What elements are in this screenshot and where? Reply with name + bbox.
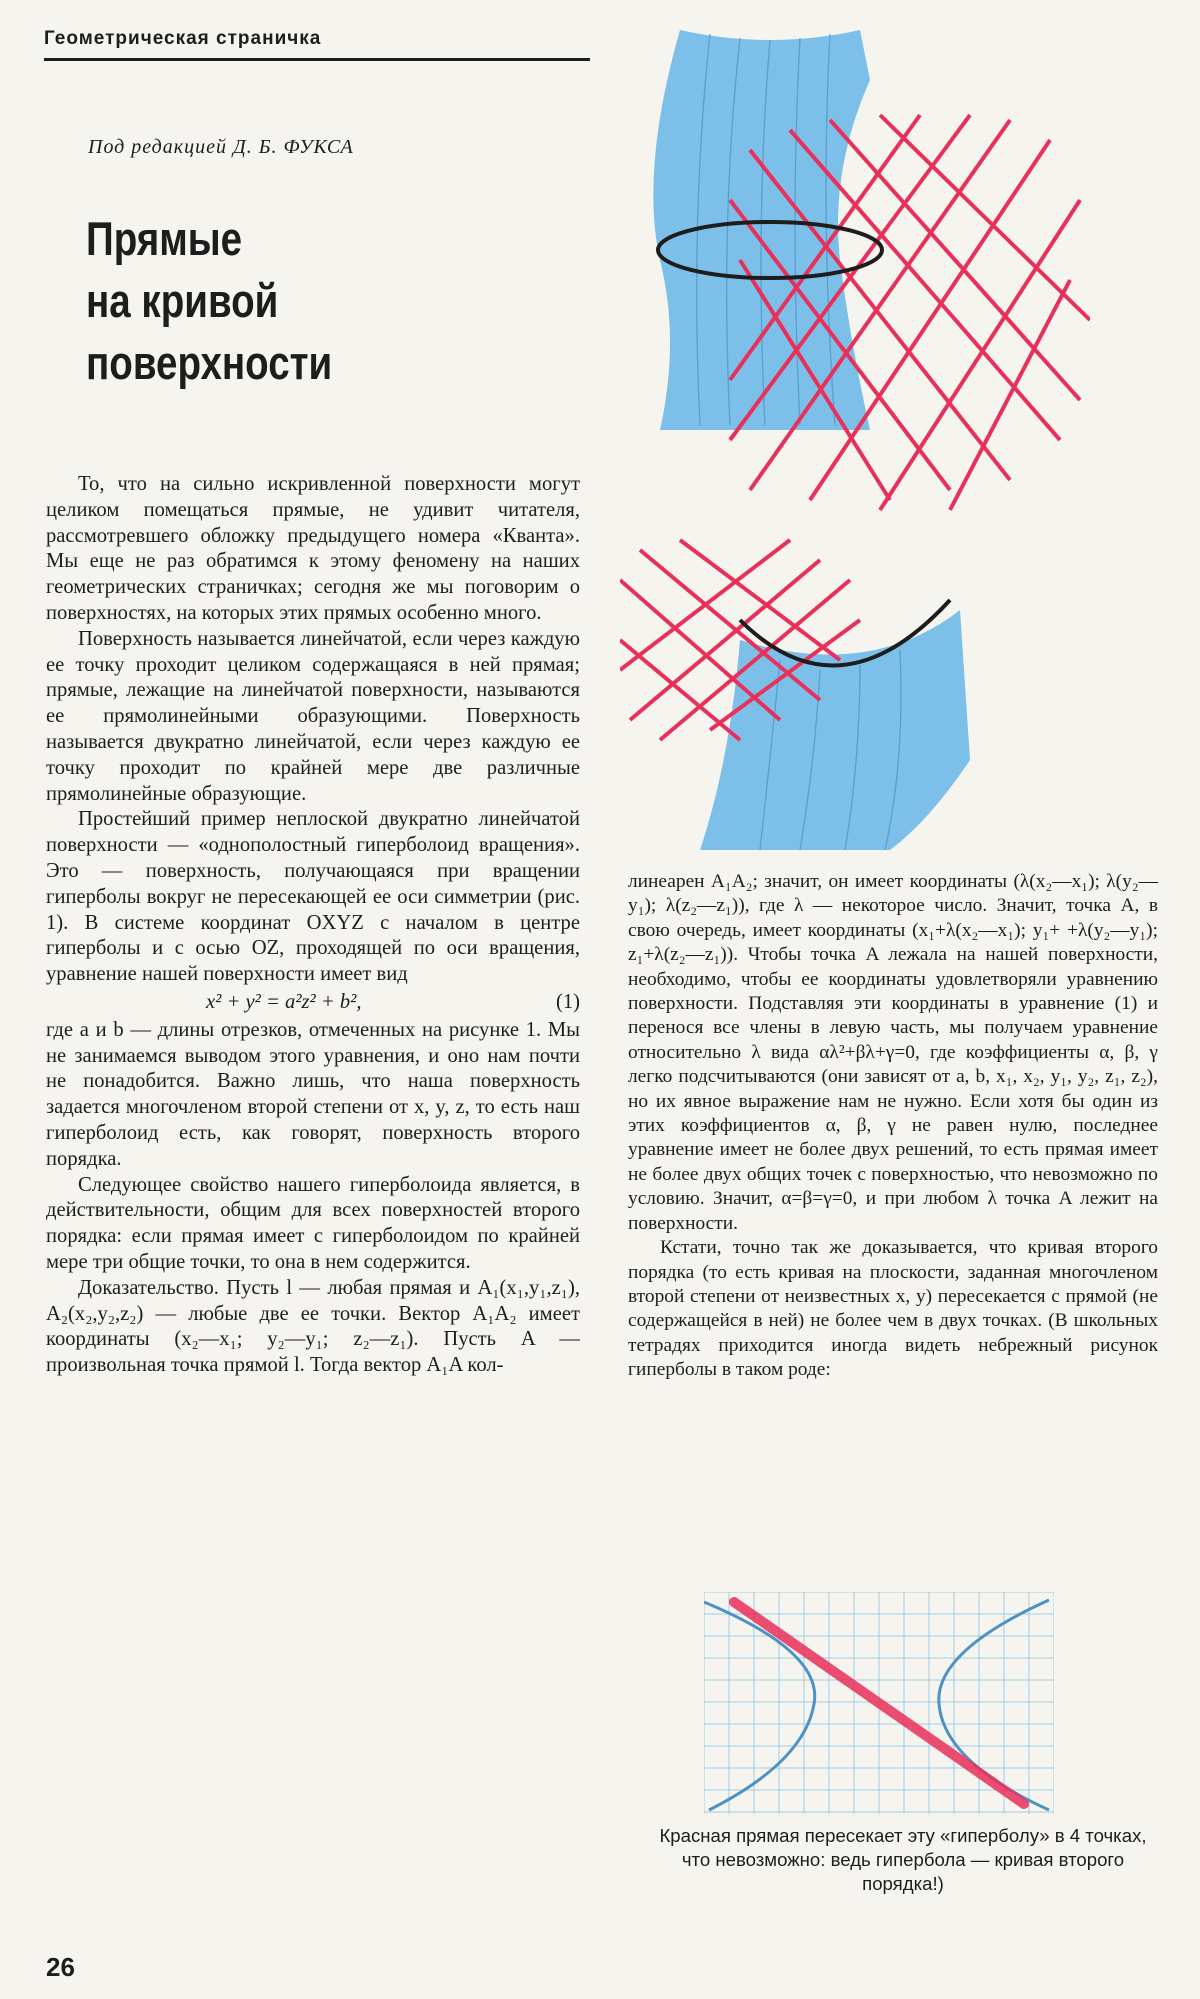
section-header: Геометрическая страничка [44,28,590,61]
paragraph-example: Простейший пример неплоской двукратно линейчатой поверхности — «однополостный гиперболоид вращения». Это — поверхность, получающаяся при вращении гиперболы вокруг не пересекающей ее оси симметрии (рис. 1). В системе координат OXYZ с началом в центре гиперболы и с осью OZ, проходящей по оси вращения, уравнение нашей поверхности имеет вид [46,808,580,986]
title-line-2: на кривой [86,274,279,327]
paragraph-definition: Поверхность называется линейчатой, если через каждую ее точку проходит целиком содержащаяся в ней прямая; прямые, лежащие на линейчатой поверхности, называются ее прямолинейными образующими. Поверхность называется двукратно линейчатой, если через каждую ее точку проходит по крайней мере две различные прямолинейные образующие. [46,627,580,805]
paragraph-proof: Доказательство. Пусть l — любая прямая и A₁(x₁,y₁,z₁), A₂(x₂,y₂,z₂) — любые две ее точки. Вектор A₁A₂ имеет координаты (x₂—x₁; y₂—y₁; z₂—z₁). Пусть A — произвольная точка прямой l. Тогда вектор A₁A кол- [46,1276,580,1377]
paragraph-explanation: где a и b — длины отрезков, отмеченных на рисунке 1. Мы не занимаемся выводом этого уравнения, и оно нам почти не понадобится. Важно лишь, что наша поверхность задается многочленом второй степени от x, y, z, то есть наш гиперболоид есть, как говорят, поверхность второго порядка. [46,1018,580,1170]
hyperbola-grid-figure [704,1592,1054,1814]
equation-number: (1) [555,990,580,1013]
right-column [628,870,1158,1383]
paragraph-continuation: линеарен A₁A₂; значит, он имеет координаты (λ(x₂—x₁); λ(y₂—y₁); λ(z₂—z₁)), где λ — некоторое число. Значит, точка A, в свою очередь, имеет координаты (x₁+λ(x₂—x₁); y₁+ +λ(y₂—y₁); z₁+λ(z₂—z₁)). Чтобы точка A лежала на нашей поверхности, необходимо, чтобы ее координаты удовлетворяли уравнению поверхности. Подставляя эти координаты в уравнение (1) и перенося все члены в левую часть, мы получаем уравнение относительно λ вида αλ²+βλ+γ=0, где коэффициенты α, β, γ легко подсчитываются (они зависят от a, b, x₁, x₂, y₁, y₂, z₁, z₂), но их явное выражение нам не нужно. Если хотя бы один из этих коэффициентов α, β, γ не равен нулю, последнее уравнение имеет не более двух решений, то есть прямая имеет не более двух общих точек с поверхностью, что невозможно по условию. Значит, α=β=γ=0, и при любом λ точка A лежит на поверхности. [628,871,1158,1234]
title-line-3: поверхности [86,336,333,389]
left-column [46,472,580,1379]
figure-caption: Красная прямая пересекает эту «гиперболу» в 4 точках, что невозможно: ведь гипербола — кривая второго порядка!) [659,1825,1147,1894]
title-line-1: Прямые [86,212,243,265]
blue-surface-lower [700,610,970,850]
paragraph-curve: Кстати, точно так же доказывается, что кривая второго порядка (то есть кривая на плоскости, заданная многочленом второй степени от неизвестных x, y) пересекается с прямой (не содержащейся в ней) не более чем в двух точках. (В школьных тетрадях приходится иногда видеть небрежный рисунок гиперболы в таком роде: [628,1237,1158,1381]
equation-1 [46,990,580,1016]
paragraph-property: Следующее свойство нашего гиперболоида является, в действительности, общим для всех поверхностей второго порядка: если прямая имеет с гиперболоидом по крайней мере три общие точки, то она в нем содержится. [46,1173,580,1273]
editor-byline: Под редакцией Д. Б. ФУКСА [88,136,354,158]
page-number: 26 [46,1952,75,1982]
paragraph-intro: То, что на сильно искривленной поверхности могут целиком помещаться прямые, не удивит читателя, рассмотревшего обложку предыдущего номера «Кванта». Мы еще не раз обратимся к этому феномену на наших геометрических страничках; сегодня же мы поговорим о поверхностях, на которых этих прямых особенно много. [46,473,580,624]
equation-text: x² + y² = a²z² + b², [206,990,362,1013]
article-title [86,208,357,394]
hyperboloid-illustration [620,20,1090,860]
hyperbola-left-branch [704,1602,815,1810]
